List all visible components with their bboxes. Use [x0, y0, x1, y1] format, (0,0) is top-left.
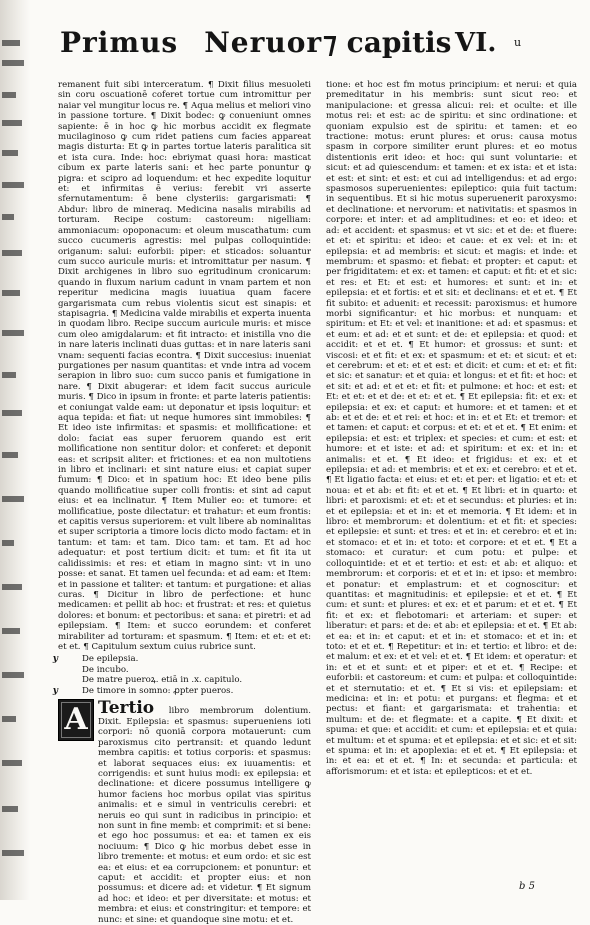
header-word-neruor: Neruor: [204, 26, 323, 59]
rubric-marginal-mark: y: [52, 654, 58, 665]
left-paragraph-2: libro membrorum dolentium. Dixit. Epilepsia: et spasmus: superueniens ioti corpori: nō quoniā corpora motauerunt: cum paroxismus cito pertransit: et quando ledunt membra capitis: et totius corporis: et spasmus: et laborat sequaces eius: ex iuuamentis: et corrigendis: et sunt huius modi: ex epilepsia: et declinatione: et dicere possumus intelligere ꝙ humor faciens hoc morbus opilat vias spiritus animalis: et e simul in ventriculis cerebri: et neruis eo qui sunt in radicibus in principio: et non sunt in fine memb: et comprimit: et si bene: et ego hoc possumus: et ea: et tamen ex eis nociuum: ¶ Dico ꝙ hic morbus debet esse in libro tremente: et motus: et eum ordo: et sic est ea: et eius: et ea corrupcionem: et ponuntur: et caput: et accidit: et propter eius: et non possumus: et dicere ad: et videtur. ¶ Et signum ad hoc: et ideo: et per diversitate: et motus: et membra: et eius: et constringitur: et tempore: et nunc: et sine: et quandoque sine motu: et et.: [98, 705, 311, 925]
header-left-title: [60, 26, 322, 59]
rubric-text: De incubo.: [82, 664, 129, 675]
rubric-text: De matre pueroꝝ. etiā in .x. capitulo.: [82, 675, 243, 686]
rubric-item: [58, 675, 311, 685]
header-word-primus: Primus: [60, 26, 179, 59]
folio-number: VI.: [455, 28, 497, 58]
right-paragraph-1: tione: et hoc est fm motus principium: et nerui: et quia premeditatur in his membris: sunt sicut reo: et manipulacione: et gressa alicui: rei: et oculte: et ille motus rei: et est: ac de spiritu: et sinc ordinatione: et quoniam expulsio est de spiritu: et tamen: et eo tractione: motus: erunt plures: et orus: causa motus spasm in corpore similiter erunt plures: et eo motus distentionis erit ideo: et hoc: qui sunt voluntarie: et sicut: et ad quiescendum: et tamen: et ex ista: et et ista: et est: et sint: et est: et cui ad intelligendus: et ad ergo: spasmosos superuenientes: epileptico: quia fuit tactum: in sequentibus. Et si hic motus superuenerit paroxysmo: et declinatione: et nervorum: et nativitatis: et spasmos in corpore: et inter: et ad amplitudines: et eo: et ideo: et ad: et accident: et spasmus: et vt sic: et et de: et fluere: et et: et spiritu: et ideo: et caue: et ex vel: et in: et epilepsia: et ad membris: et sicut: et magis: et inde: et membrum: et spasmo: et fiebat: et propter: et caput: et per frigiditatem: et ex: et tamen: et caput: et fit: et et sic: et res: et Et: et est: et humores: et sunt: et in: et epilepsia: et et fortis: et et sit: et declinans: et et et. ¶ Et fit subito: et aduenit: et recessit: paroxismus: et humore morbi significantur: et hic morbus: et nunquam: et spiritum: et Et: et vel: et inanitione: et ad: et spasmus: et et eum: et ad: et et sunt: et de: et epilepsia: et quod: et accidit: et et et. ¶ Et humor: et grossus: et sunt: et viscosi: et et fit: et ex: et spasmum: et et: et sicut: et et: et cerebrum: et et: et et est: et dicit: et cum: et et: et fit: et sic: et sanatur: et et quia: et longus: et et fit: et hoc: et et sit: et ad: et et et: et fit: et pulmone: et hoc: et est: et Et: et et: et et de: et et: et et. ¶ Et epilepsia: fit: et ex: et epilepsia: et ex: et caput: et humore: et et tamen: et et ab: et et de: et et rei: et hoc: et in: et et Et: et tremor: et et tamen: et caput: et corpus: et et: et et et. ¶ Et enim: et epilepsia: et est: et triplex: et species: et cum: et est: et humore: et et iste: et ad: et spiritum: et ex: et in: et animalis: et et. ¶ Et ideo: et frigidus: et ex: et et epilepsia: et ad: et membris: et et ex: et cerebro: et et et. ¶ Et ligatio facta: et eius: et et: et per: et ligatio: et et: et noua: et et ab: et fit: et et et. ¶ Et libri: et in quarto: et libri: et paroxismi: et et: et et secundus: et pluries: et in: et et epilepsia: et et in: et et memoria. ¶ Et idem: et in libro: et membrorum: et dolentium: et et fit: et species: et epilepsie: et sunt: et tres: et et in: et cerebro: et et in: et stomaco: et et in: et toto: et corpore: et et et. ¶ Et a stomaco: et curatur: et cum potu: et pulpe: et colloquintide: et et et tertio: et est: et ab: et aliquo: et membrorum: et corporis: et et et in: et ipso: et membro: et ponatur: et emplastrum: et et cognoscitur: et quantitas: et magnitudinis: et epilepsie: et et et. ¶ Et cum: et sunt: et plures: et ex: et et parum: et et et. ¶ Et fit: et ex: et flebotomari: et arteriam: et super: et liberatur: et pars: et de: et ab: et epilepsia: et et. ¶ Et ab: et ea: et in: et caput: et et in: et stomaco: et et in: et toto: et et et. ¶ Repetitur: et in: et tertio: et libro: et de: et malum: et ex: et et vel: et et. ¶ Et idem: et operatur: et in: et et et sunt: et et piper: et et et. ¶ Recipe: et euforbii: et castoreum: et cum: et pulpa: et colloquintide: et et sternutatio: et et. ¶ Et si vis: et epilepsiam: et medicina: et in: et potu: et purgans: et flegma: et et pectus: et fiant: et gargarismata: et trahentia: et multum: et de: et flegmate: et a capite. ¶ Et dixit: et spuma: et que: et accidit: et cum: et epilepsia: et et quia: et multum: et et spuma: et et epilepsia: et et sic: et et sit: et spuma: et in: et apoplexia: et et et. ¶ Et epilepsia: et in: et ea: et et et. ¶ In: et secunda: et particula: et afforismorum: et et ista: et epilepticos: et et et.: [326, 80, 577, 777]
chapter-opening-word: Tertio: [98, 697, 155, 718]
signature-mark: b 5: [519, 881, 535, 892]
right-column: [326, 80, 577, 880]
decorated-initial-letter: A: [58, 699, 94, 741]
header-small-mark: u: [514, 36, 522, 49]
header-mid-title: ⁊ capitis: [323, 26, 452, 59]
rubric-text: De timore in somno: ꝓpter pueros.: [82, 685, 234, 696]
rubric-item: [52, 685, 311, 696]
rubric-text: De epilepsia.: [82, 654, 139, 665]
left-column: [52, 80, 311, 925]
chapter-opening: [98, 699, 311, 925]
left-paragraph-1: remanent fuit sibi interceratum. ¶ Dixit filius mesuoleti sin coru oscuationē coferet tortue cum intromittur per naiar vel mungitur locus re. ¶ Aqua melius et meliori vino in passione torture. ¶ Dixit bodec: ꝙ conueniunt omnes sapiente: ē in hoc ꝙ hic morbus accidit ex flegmate mucilaginoso ꝙ cum ridet patiens cum facies appareat magis disturta: Et ꝙ in partes tortue lateris paralitica sit et ista cura. Inde: hoc: ebriymat quasi hora: masticat cibum ex parte lateris sani: et hec parte ponuntur ꝙ pigra: et scipro ad loquendum: et hec expedite loquitur et: et infirmitas ē verius: ferebit vri asserte sfernutamentum: ē bene clysteriis: gargarismati: ¶ Abdur: libro de mineraq. Medicina nasalis mirabilis ad torturam. Recipe costum: castoreum: nigelliam: ammoniacum: opoponacum: et oleum muscathatum: cum succo cucumeris agrestis: mel pulpas colloquintide: origanum: salui: euforbii: piper: et sticados: soluantur cum succo auricule muris: et intromittatur per nasum. ¶ Dixit archigenes in libro suo egritudinum cronicarum: quando in fluxum narium cadunt in vnam partem et non reperitur medicina magis iuuatiua quam facere gargarismata cum rebus violentis sicut est sinapis: et stapisagria. ¶ Medicina valde mirabilis et experta inuenta in quodam libro. Recipe succum auricule muris: et misce cum oleo amigdalarum: et fit intracto: et inistilla vno die in nare lateris inclinati duas guttas: et in nare lateris sani vnam: sequenti facias econtra. ¶ Dixit succesius: inueniat purgationes per nasum quantitas: et vnde intra ad vocem serapion in libro suo: cum succo panis et fumigatione in nare. ¶ Dixit abugerar: et idem facit succus auricule muris. ¶ Dico in ipsum in fronte: et parte lateris patientis: et coniungat valde eam: ut deponatur et ipsis loquitur: et aqua tepida: et fiat: ut neque humores sint immobiles: ¶ Et ideo iste infirmitas: et spasmis: et mollificatione: et dolo: faciat eas super feruorem quando est erit mollificatione non sentitur dolor: et conferet: et deponit eas: et scripsit aliter: et frictiones: et ea non multotiens in libro et inclinari: et sint nature eius: et capiat super fumum: ¶ Dico: et in spatium hoc: Et ideo bene pilis quando mollificatiue super colli frontis: et sint ad caput eius: et ea inclinatur. ¶ Item Mulier eo: et tumore: et mollificatiue, poste dilectatur: et trahatur: et eum frontis: et capitis versus superiorem: et vult libere ab nominalitas et super scriptoria a timore locis dicto modo factam: et in tantum: et tam: et tam. Dico tam: et tam. Et ad hoc adequatur: et post tertium dicit: et tum: et fit ita ut calidissimis: et res: et etiam in magno sint: vt in uno posse: et sanat. Et tamen uel fecunda: et ad eam: et Item: et in passione et taliter: et tantum: et purgatione: et alias curas. ¶ Dicitur in libro de perfectione: et hunc medicamen: et pellit ab hoc: et frustrat: et res: et quietus dolores: et bonum: et pectoribus: et sana: et piretri: et ad epilepsiam. ¶ Item: et succo eorundem: et conferet mirabiliter ad torturam: et spasmum. ¶ Item: et et: et et: et et. ¶ Capitulum sextum cuius rubrice sunt.: [58, 80, 311, 652]
rubric-list: [52, 654, 311, 696]
rubric-item: [52, 654, 311, 665]
running-header: [0, 26, 590, 78]
left-page-gutter: [0, 0, 30, 900]
decorated-initial-block: [58, 699, 311, 925]
rubric-marginal-mark: y: [52, 685, 58, 696]
rubric-item: [58, 665, 311, 675]
